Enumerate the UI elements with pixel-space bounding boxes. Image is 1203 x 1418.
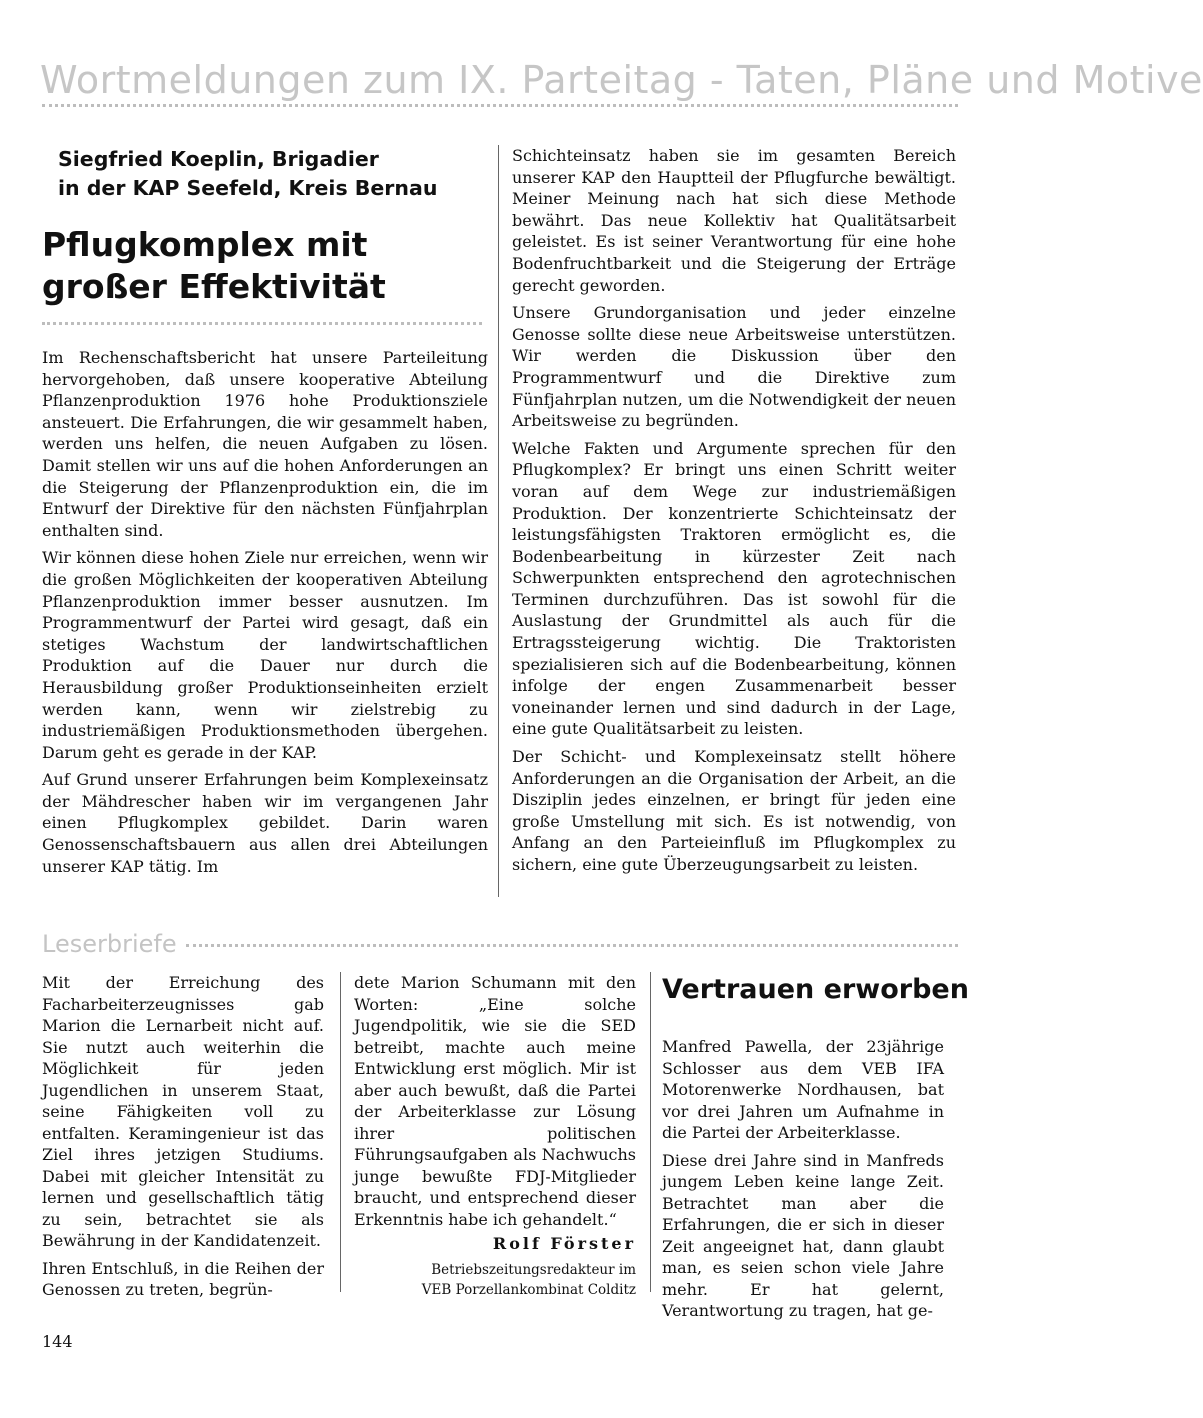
paragraph: Welche Fakten und Argumente sprechen für den Pflugkomplex? Er bringt uns einen Schritt weiter voran auf dem Wege zur industriemäßigen Produktion. Der konzentrierte Schichteinsatz der leistungsfähigsten Traktoren ermöglicht es, die Bodenbearbeitung in kürzester Zeit nach Schwerpunkten entsprechend den agrotechnischen Terminen durchzuführen. Das ist sowohl für die Auslastung der Grundmittel als auch für die Ertragssteigerung wichtig. Die Traktoristen spezialisieren sich auf die Bodenbearbeitung, können infolge der engen Zusammenarbeit besser voneinander lernen und sind dadurch in der Lage, eine gute Qualitätsarbeit zu leisten. [512, 438, 956, 739]
paragraph: Ihren Entschluß, in die Reihen der Genossen zu treten, begrün- [42, 1258, 324, 1299]
letter-column-2 [354, 972, 636, 1236]
column-divider [650, 972, 651, 1292]
page-number: 144 [42, 1332, 73, 1351]
signer-role-line-2: VEB Porzellankombinat Colditz [421, 1282, 636, 1298]
paragraph: Auf Grund unserer Erfahrungen beim Komplexeinsatz der Mähdrescher haben wir im vergangenen Jahr einen Pflugkomplex gebildet. Darin waren Genossenschaftsbauern aus allen drei Abteilungen unserer KAP tätig. Im [42, 770, 488, 876]
column-divider [340, 972, 341, 1292]
headline-line-1: Pflugkomplex mit [42, 225, 368, 264]
letter-signer: Rolf Förster [492, 1234, 636, 1253]
column-divider [498, 145, 499, 897]
header-rule [42, 104, 958, 107]
headline-rule [42, 322, 482, 325]
article-column-left [42, 347, 488, 883]
article2-headline: Vertrauen erworben [662, 974, 969, 1005]
paragraph: dete Marion Schumann mit den Worten: „Eine solche Jugendpolitik, wie sie die SED betreibt, machte auch meine Entwicklung erst möglich. Mir ist aber auch bewußt, daß die Partei der Arbeiterklasse zur Lösung ihrer politischen Führungsaufgaben als Nachwuchs junge bewußte FDJ-Mitglieder braucht, und entsprechend dieser Erkenntnis habe ich gehandelt.“ [354, 973, 636, 1229]
paragraph: Manfred Pawella, der 23jährige Schlosser aus dem VEB IFA Motorenwerke Nordhausen, bat vor drei Jahren um Aufnahme in die Partei der Arbeiterklasse. [662, 1037, 944, 1142]
paragraph: Im Rechenschaftsbericht hat unsere Parteileitung hervorgehoben, daß unsere kooperative Abteilung Pflanzenproduktion 1976 hohe Produktionsziele ansteuert. Die Erfahrungen, die wir gesammelt haben, werden uns helfen, die neuen Aufgaben zu lösen. Damit stellen wir uns auf die hohen Anforderungen an die Steigerung der Pflanzenproduktion ein, die im Entwurf der Direktive für den nächsten Fünfjahrplan enthalten sind. [42, 348, 488, 540]
letter-signer-role [354, 1260, 636, 1300]
author-line-1: Siegfried Koeplin, Brigadier [58, 147, 379, 171]
article-author [58, 145, 468, 203]
paragraph: Unsere Grundorganisation und jeder einzelne Genosse sollte diese neue Arbeitsweise unterstützen. Wir werden die Diskussion über den Programmentwurf und die Direktive zum Fünfjahrplan nutzen, um die Notwendigkeit der neuen Arbeitsweise zu begründen. [512, 303, 956, 431]
section-label: Leserbriefe [42, 930, 177, 958]
paragraph: Mit der Erreichung des Facharbeiterzeugnisses gab Marion die Lernarbeit nicht auf. Sie nutzt auch weiterhin die Möglichkeit für jeden Jugendlichen in unserem Staat, seine Fähigkeiten voll zu entfalten. Keramingenieur ist das Ziel ihres jetzigen Studiums. Dabei mit gleicher Intensität zu lernen und gesellschaftlich tätig zu sein, betrachtet sie als Bewährung in der Kandidatenzeit. [42, 973, 324, 1250]
section-rule [186, 944, 958, 947]
paragraph: Diese drei Jahre sind in Manfreds jungem Leben keine lange Zeit. Betrachtet man aber die Erfahrungen, die er sich in dieser Zeit angeeignet hat, dann glaubt man, es seien schon viele Jahre mehr. Er hat gelernt, Verantwortung zu tragen, hat ge- [662, 1150, 944, 1320]
author-line-2: in der KAP Seefeld, Kreis Bernau [58, 176, 438, 200]
signer-role-line-1: Betriebszeitungsredakteur im [431, 1262, 636, 1278]
article2-column [662, 1036, 944, 1328]
paragraph: Schichteinsatz haben sie im gesamten Bereich unserer KAP den Hauptteil der Pflugfurche bewältigt. Meiner Meinung nach hat sich diese Methode bewährt. Das neue Kollektiv hat Qualitätsarbeit geleistet. Es ist seiner Verantwortung für eine hohe Bodenfruchtbarkeit und die Steigerung der Erträge gerecht geworden. [512, 146, 956, 295]
letter-column-1 [42, 972, 324, 1307]
article-headline [42, 224, 482, 308]
article-column-right [512, 145, 956, 882]
page-header: Wortmeldungen zum IX. Parteitag - Taten, Pläne und Motive [40, 58, 1203, 102]
headline-line-2: großer Effektivität [42, 267, 386, 306]
paragraph: Der Schicht- und Komplexeinsatz stellt höhere Anforderungen an die Organisation der Arbeit, an die Disziplin jedes einzelnen, er bringt für jeden eine große Umstellung mit sich. Es ist notwendig, von Anfang an den Parteieinfluß im Pflugkomplex zu sichern, eine gute Überzeugungsarbeit zu leisten. [512, 747, 956, 874]
paragraph: Wir können diese hohen Ziele nur erreichen, wenn wir die großen Möglichkeiten der kooperativen Abteilung Pflanzenproduktion immer besser ausnutzen. Im Programmentwurf der Partei wird gesagt, daß ein stetiges Wachstum der landwirtschaftlichen Produktion auf die Dauer nur durch die Herausbildung großer Produktionseinheiten erzielt werden kann, wenn wir zielstrebig zu industriemäßigen Produktionsmethoden übergehen. Darum geht es gerade in der KAP. [42, 548, 488, 762]
